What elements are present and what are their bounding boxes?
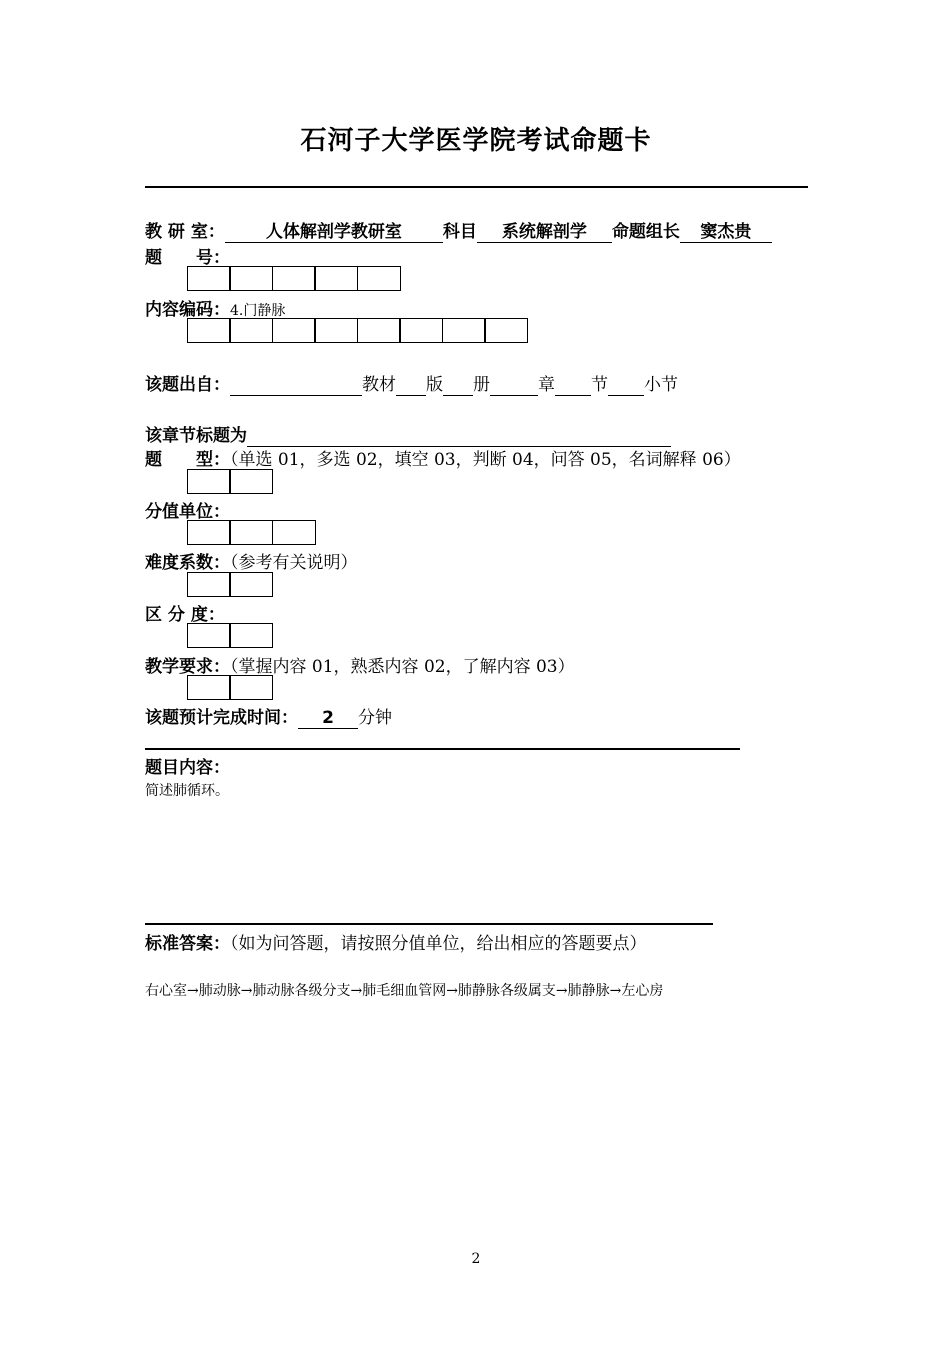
page-title: 石河子大学医学院考试命题卡 [300,126,652,156]
source-label: 该题出自： [145,375,230,395]
input-box[interactable] [229,520,273,545]
chapter-title-label: 该章节标题为 [145,426,247,446]
question-type-label: 题 型： [145,450,230,470]
question-type-row [145,445,741,470]
teaching-req-row [145,652,575,677]
volume-label: 册 [473,375,490,395]
difficulty-label: 难度系数： [145,553,230,573]
time-label: 该题预计完成时间： [145,708,298,728]
subject-label: 科目 [442,222,477,242]
leader-label: 命题组长 [611,222,680,242]
volume-blank[interactable] [443,375,473,396]
teaching-req-boxes[interactable] [188,675,273,700]
input-box[interactable] [272,520,316,545]
input-box[interactable] [314,318,358,343]
score-unit-boxes[interactable] [188,520,316,545]
input-box[interactable] [187,266,231,291]
question-type-hint: （单选 01，多选 02，填空 03，判断 04，问答 05，名词解释 06） [230,450,741,470]
edition-label: 版 [426,375,443,395]
time-value: 2 [298,708,358,729]
teaching-req-hint: （掌握内容 01，熟悉内容 02，了解内容 03） [230,657,575,677]
edition-blank[interactable] [396,375,426,396]
section-blank[interactable] [555,375,591,396]
leader-value: 窦杰贵 [680,222,772,243]
input-box[interactable] [272,318,316,343]
difficulty-hint: （参考有关说明） [230,553,358,573]
answer-row [145,929,647,954]
chapter-blank[interactable] [490,375,538,396]
input-box[interactable] [399,318,443,343]
content-text: 简述肺循环。 [145,783,229,799]
question-no-boxes[interactable] [188,266,401,291]
score-unit-label: 分值单位： [145,502,230,522]
content-code-row [145,295,285,320]
input-box[interactable] [229,318,273,343]
content-label: 题目内容： [145,758,230,778]
time-row [145,703,392,729]
page-number: 2 [471,1251,481,1267]
dept-label: 教 研 室： [145,222,225,242]
discrimination-boxes[interactable] [188,623,273,648]
input-box[interactable] [187,623,231,648]
question-no-label: 题 号： [145,248,230,268]
title-divider [145,186,808,188]
input-box[interactable] [187,318,231,343]
input-box[interactable] [229,623,273,648]
input-box[interactable] [484,318,528,343]
content-code-label: 内容编码： [145,300,230,320]
input-box[interactable] [272,266,316,291]
subject-value: 系统解剖学 [477,222,612,243]
answer-divider [145,923,713,925]
difficulty-row [145,548,358,573]
question-type-boxes[interactable] [188,469,273,494]
content-code-boxes[interactable] [188,318,528,343]
difficulty-boxes[interactable] [188,572,273,597]
answer-text: 右心室→肺动脉→肺动脉各级分支→肺毛细血管网→肺静脉各级属支→肺静脉→左心房 [145,983,664,999]
dept-value: 人体解剖学教研室 [225,222,443,243]
content-code-value: 4.门静脉 [230,303,286,319]
input-box[interactable] [187,675,231,700]
input-box[interactable] [442,318,486,343]
chapter-label: 章 [538,375,555,395]
source-blank[interactable] [230,375,362,396]
input-box[interactable] [357,318,401,343]
time-unit: 分钟 [358,708,392,728]
answer-hint: （如为问答题，请按照分值单位，给出相应的答题要点） [230,934,647,954]
input-box[interactable] [187,572,231,597]
input-box[interactable] [187,520,231,545]
header-row [145,217,772,243]
discrimination-label: 区 分 度： [145,605,225,625]
input-box[interactable] [229,266,273,291]
input-box[interactable] [229,469,273,494]
input-box[interactable] [229,572,273,597]
answer-label: 标准答案： [145,934,230,954]
chapter-title-blank[interactable] [247,426,671,447]
content-divider [145,748,740,750]
source-row [145,370,678,396]
input-box[interactable] [314,266,358,291]
input-box[interactable] [229,675,273,700]
subsection-blank[interactable] [608,375,644,396]
subsection-label: 小节 [644,375,678,395]
chapter-title-row [145,421,671,447]
input-box[interactable] [187,469,231,494]
section-label: 节 [591,375,608,395]
input-box[interactable] [357,266,401,291]
textbook-label: 教材 [362,375,396,395]
teaching-req-label: 教学要求： [145,657,230,677]
